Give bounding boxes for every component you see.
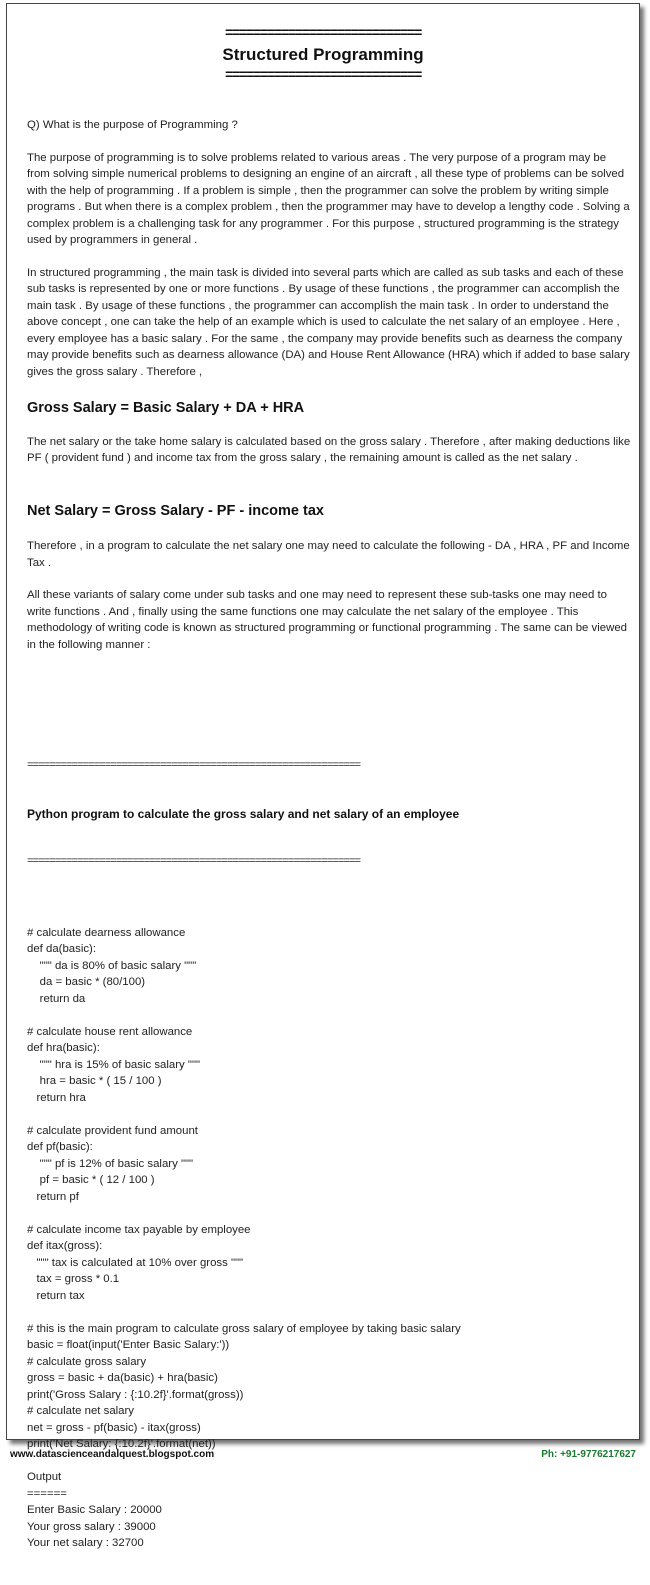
header-rule-top: ============================ (224, 26, 422, 42)
code-line (27, 1304, 631, 1321)
code-line: Your gross salary : 39000 (27, 1520, 156, 1533)
footer-url: www.datascienceandalquest.blogspot.com (10, 1449, 215, 1460)
code-line (27, 1007, 631, 1024)
code-line: ====== (27, 1487, 67, 1500)
code-line: tax = gross * 0.1 (27, 1273, 120, 1285)
paragraph-net-salary: The net salary or the take home salary is calculated based on the gross salary . Therefore , after making deductions like PF ( provident fund ) and income tax from the gross salary , the remaining amount is called as the net salary . (27, 435, 631, 464)
program-rule-top: ============================================================ (27, 760, 361, 772)
code-line: # calculate net salary (27, 1405, 135, 1417)
program-rule-bottom: ============================================================ (27, 855, 361, 868)
code-line: return pf (27, 1190, 79, 1203)
code-line: hra = basic * ( 15 / 100 ) (27, 1075, 162, 1087)
code-line: return hra (27, 1091, 86, 1104)
code-line: pf = basic * ( 12 / 100 ) (27, 1174, 155, 1186)
footer-phone: Ph: +91-9776217627 (541, 1449, 636, 1460)
code-line: # calculate house rent allowance (27, 1025, 193, 1038)
code-line (27, 1106, 631, 1123)
header-rule-bottom: ============================ (224, 68, 422, 84)
code-line: Your net salary : 32700 (27, 1537, 144, 1549)
paragraph-structured: In structured programming , the main task is divided into several parts which are called as sub tasks and each of these sub tasks is represented by one or more functions . By usage of these functions , the programmer can accomplish the main task . By usage of these functions , the programmer can accomplish the main task . In order to understand the above concept , one can take the help of an example which is used to calculate the net salary of an employee . Here , every employee has a basic salary . For the same , the company may provide benefits such as dearness the company may provide benefits such as dearness allowance (DA) and House Rent Allowance (HRA) which if added to base salary gives the gross salary . Therefore , (27, 266, 630, 378)
formula-gross-salary: Gross Salary = Basic Salary + DA + HRA (27, 400, 305, 416)
code-line: Enter Basic Salary : 20000 (27, 1504, 162, 1516)
paragraph-variants: All these variants of salary come under sub tasks and one may need to represent these sub-tasks one may need to write functions . And , finally using the same functions one may calculate the net salary of the employee . This methodology of writing code is known as structured programming or functional programming . The same can be viewed in the following manner : (27, 589, 627, 651)
formula-net-salary: Net Salary = Gross Salary - PF - income tax (27, 502, 324, 519)
code-line: da = basic * (80/100) (27, 976, 146, 988)
code-line: # calculate income tax payable by employee (27, 1223, 251, 1236)
document-header (7, 26, 639, 84)
code-line: # calculate provident fund amount (27, 1124, 198, 1137)
question: Q) What is the purpose of Programming ? (27, 119, 238, 131)
code-line (27, 1205, 631, 1222)
code-line: Output (27, 1471, 62, 1483)
intro-section (27, 117, 631, 653)
code-line: def pf(basic): (27, 1141, 93, 1153)
code-line: net = gross - pf(basic) - itax(gross) (27, 1421, 201, 1434)
page-footer (0, 1440, 650, 1471)
code-line: """ pf is 12% of basic salary """ (27, 1157, 194, 1170)
code-line: """ hra is 15% of basic salary """ (27, 1058, 201, 1071)
code-line: def da(basic): (27, 943, 97, 955)
code-line: # calculate gross salary (27, 1355, 147, 1368)
program-title: Python program to calculate the gross salary and net salary of an employee (27, 807, 460, 821)
page-title: Structured Programming (222, 45, 424, 64)
code-line: return tax (27, 1289, 85, 1302)
code-line: basic = float(input('Enter Basic Salary:')) (27, 1339, 230, 1351)
code-line: """ da is 80% of basic salary """ (27, 959, 197, 972)
code-line: def itax(gross): (27, 1240, 103, 1252)
code-line: print('Gross Salary : {:10.2f}'.format(gross)) (27, 1388, 244, 1401)
code-line: # calculate dearness allowance (27, 926, 186, 939)
code-line: def hra(basic): (27, 1042, 100, 1054)
code-line: # this is the main program to calculate gross salary of employee by taking basic salary (27, 1322, 461, 1335)
code-line: gross = basic + da(basic) + hra(basic) (27, 1372, 218, 1384)
code-line: return da (27, 992, 86, 1005)
paragraph-calculate: Therefore , in a program to calculate the net salary one may need to calculate the following - DA , HRA , PF and Income Tax . (27, 540, 630, 569)
code-line: print('Net Salary: {:10.2f}'.format(net)) (27, 1438, 216, 1450)
paragraph-purpose: The purpose of programming is to solve problems related to various areas . The very purpose of a program may be from solving simple numerical problems to designing an engine of an aircraft , all these type of problems can be solved with the help of programming . If a problem is simple , then the programmer can solve the problem by writing simple programs . But when there is a complex problem , then the programmer may have to develop a lengthy code . Solving a complex problem is a challenging task for any programmer . For this purpose , structured programming is the strategy used by programmers in general . (27, 151, 630, 246)
code-line: """ tax is calculated at 10% over gross """ (27, 1256, 244, 1269)
